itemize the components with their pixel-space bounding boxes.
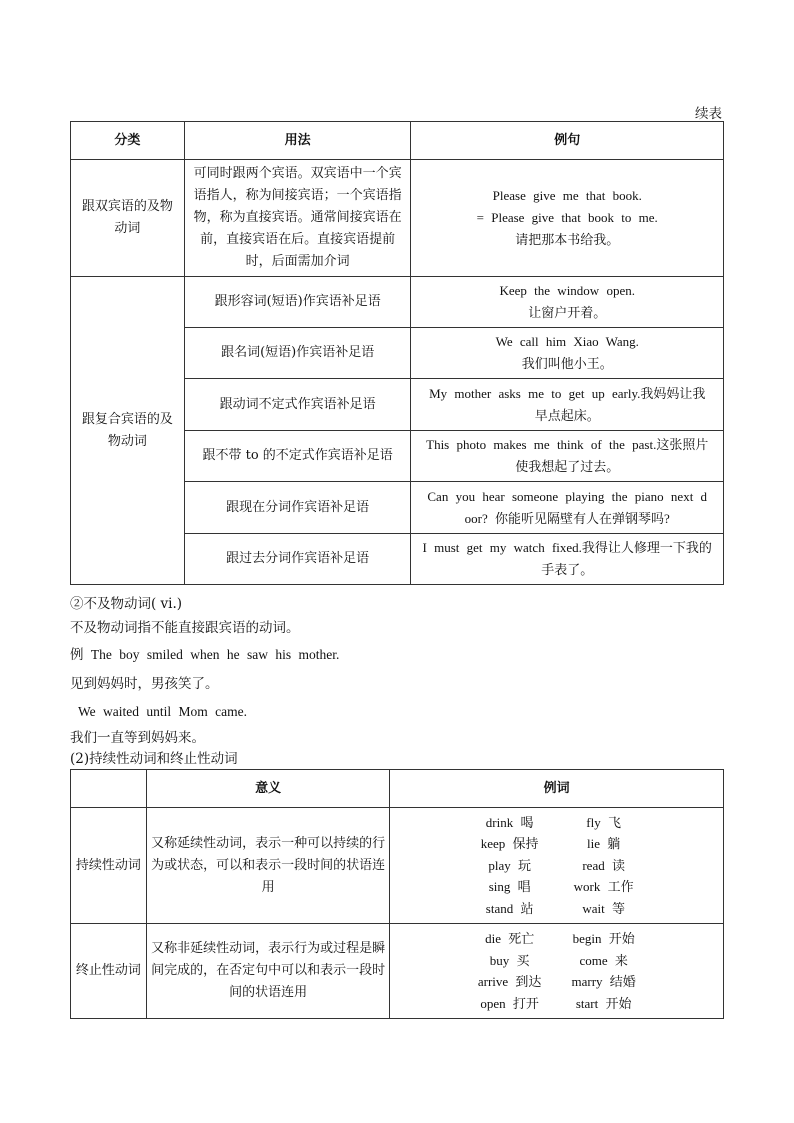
word-pair bbox=[393, 993, 720, 1015]
table-header-row bbox=[71, 770, 724, 808]
example-en: My mother asks me to get up early.我妈妈让我 bbox=[429, 385, 706, 401]
example-cn: 早点起床。 bbox=[534, 407, 600, 423]
usage-cell: 跟动词不定式作宾语补足语 bbox=[184, 379, 411, 431]
word: die 死亡 bbox=[485, 931, 535, 946]
example-cell bbox=[411, 160, 724, 277]
header-category: 分类 bbox=[71, 122, 185, 160]
table-header-row bbox=[71, 122, 724, 160]
example-cell bbox=[411, 431, 724, 482]
example-en: The boy smiled when he saw his mother. bbox=[90, 647, 340, 662]
word: play 玩 bbox=[488, 857, 531, 873]
example-cn: 使我想起了过去。 bbox=[515, 459, 620, 474]
word-pair bbox=[393, 833, 720, 855]
word: open 打开 bbox=[480, 995, 539, 1011]
header-example: 例句 bbox=[411, 122, 724, 160]
word-pair bbox=[393, 812, 720, 834]
word-pair bbox=[393, 855, 720, 877]
category-cell: 终止性动词 bbox=[71, 924, 147, 1019]
example-cn: 我们叫他小王。 bbox=[521, 356, 613, 371]
word-pair bbox=[393, 876, 720, 898]
usage-cell: 跟形容词(短语)作宾语补足语 bbox=[184, 277, 411, 328]
word: lie 躺 bbox=[587, 836, 621, 852]
usage-cell: 跟过去分词作宾语补足语 bbox=[184, 534, 411, 585]
example-sentence bbox=[70, 645, 339, 665]
word: keep 保持 bbox=[480, 836, 539, 852]
word: begin 开始 bbox=[572, 931, 635, 946]
example-translation: 我们一直等到妈妈来。 bbox=[70, 730, 205, 746]
sub-heading: (2)持续性动词和终止性动词 bbox=[70, 751, 238, 767]
example-cn: oor? 你能听见隔壁有人在弹钢琴吗? bbox=[464, 510, 670, 526]
example-line: Please give me that book. bbox=[492, 188, 642, 203]
usage-cell: 跟不带 to 的不定式作宾语补足语 bbox=[184, 431, 411, 482]
example-line: = Please give that book to me. bbox=[476, 210, 658, 225]
word: work 工作 bbox=[573, 879, 634, 895]
word: marry 结婚 bbox=[571, 974, 636, 989]
example-words-cell bbox=[390, 808, 724, 924]
word: come 来 bbox=[579, 952, 628, 968]
example-marker: 例 bbox=[70, 647, 84, 662]
example-cn: 让窗户开着。 bbox=[528, 305, 607, 320]
category-cell: 跟双宾语的及物动词 bbox=[71, 160, 185, 277]
definition-text: 不及物动词指不能直接跟宾语的动词。 bbox=[70, 620, 300, 636]
example-cell bbox=[411, 277, 724, 328]
verb-type-table bbox=[70, 769, 724, 1019]
table-row bbox=[71, 924, 724, 1019]
meaning-cell: 又称延续性动词，表示一种可以持续的行为或状态，可以和表示一段时间的状语连用 bbox=[146, 808, 389, 924]
header-meaning: 意义 bbox=[146, 770, 389, 808]
header-empty bbox=[71, 770, 147, 808]
word: fly 飞 bbox=[586, 814, 621, 830]
category-cell: 跟复合宾语的及物动词 bbox=[71, 277, 185, 585]
example-cell bbox=[411, 379, 724, 431]
usage-cell: 跟现在分词作宾语补足语 bbox=[184, 482, 411, 534]
verb-object-table bbox=[70, 121, 724, 585]
word: arrive 到达 bbox=[477, 974, 542, 989]
word-pair bbox=[393, 950, 720, 972]
word: drink 喝 bbox=[485, 814, 534, 830]
example-en: I must get my watch fixed.我得让人修理一下我的 bbox=[422, 540, 712, 555]
example-en: We call him Xiao Wang. bbox=[495, 334, 639, 349]
usage-cell: 跟名词(短语)作宾语补足语 bbox=[184, 328, 411, 379]
example-sentence: We waited until Mom came. bbox=[78, 704, 247, 719]
word-pair bbox=[393, 898, 720, 920]
word: wait 等 bbox=[582, 900, 625, 916]
example-translation: 见到妈妈时，男孩笑了。 bbox=[70, 676, 219, 692]
word: start 开始 bbox=[575, 995, 632, 1011]
header-usage: 用法 bbox=[184, 122, 411, 160]
table-row bbox=[71, 277, 724, 328]
example-en: This photo makes me think of the past.这张照片 bbox=[426, 437, 709, 452]
word-pair bbox=[393, 928, 720, 950]
example-cell bbox=[411, 534, 724, 585]
example-en: Can you hear someone playing the piano next d bbox=[427, 488, 708, 504]
header-example-words: 例词 bbox=[390, 770, 724, 808]
table-row bbox=[71, 160, 724, 277]
word: read 读 bbox=[582, 857, 625, 873]
example-cn: 手表了。 bbox=[541, 562, 594, 577]
example-cell bbox=[411, 482, 724, 534]
continued-label: 续表 bbox=[695, 106, 722, 122]
word: sing 唱 bbox=[488, 879, 531, 895]
word-pair bbox=[393, 971, 720, 993]
example-cell bbox=[411, 328, 724, 379]
meaning-cell: 又称非延续性动词，表示行为或过程是瞬间完成的，在否定句中可以和表示一段时间的状语连用 bbox=[146, 924, 389, 1019]
example-line: 请把那本书给我。 bbox=[515, 232, 620, 247]
usage-cell: 可同时跟两个宾语。双宾语中一个宾语指人，称为间接宾语；一个宾语指物，称为直接宾语。通常间接宾语在前，直接宾语在后。直接宾语提前时，后面需加介词 bbox=[184, 160, 411, 277]
example-en: Keep the window open. bbox=[499, 283, 635, 298]
word: stand 站 bbox=[485, 900, 534, 916]
category-cell: 持续性动词 bbox=[71, 808, 147, 924]
example-words-cell bbox=[390, 924, 724, 1019]
word: buy 买 bbox=[489, 952, 530, 968]
section-heading: ②不及物动词( vi.) bbox=[70, 596, 183, 612]
table-row bbox=[71, 808, 724, 924]
